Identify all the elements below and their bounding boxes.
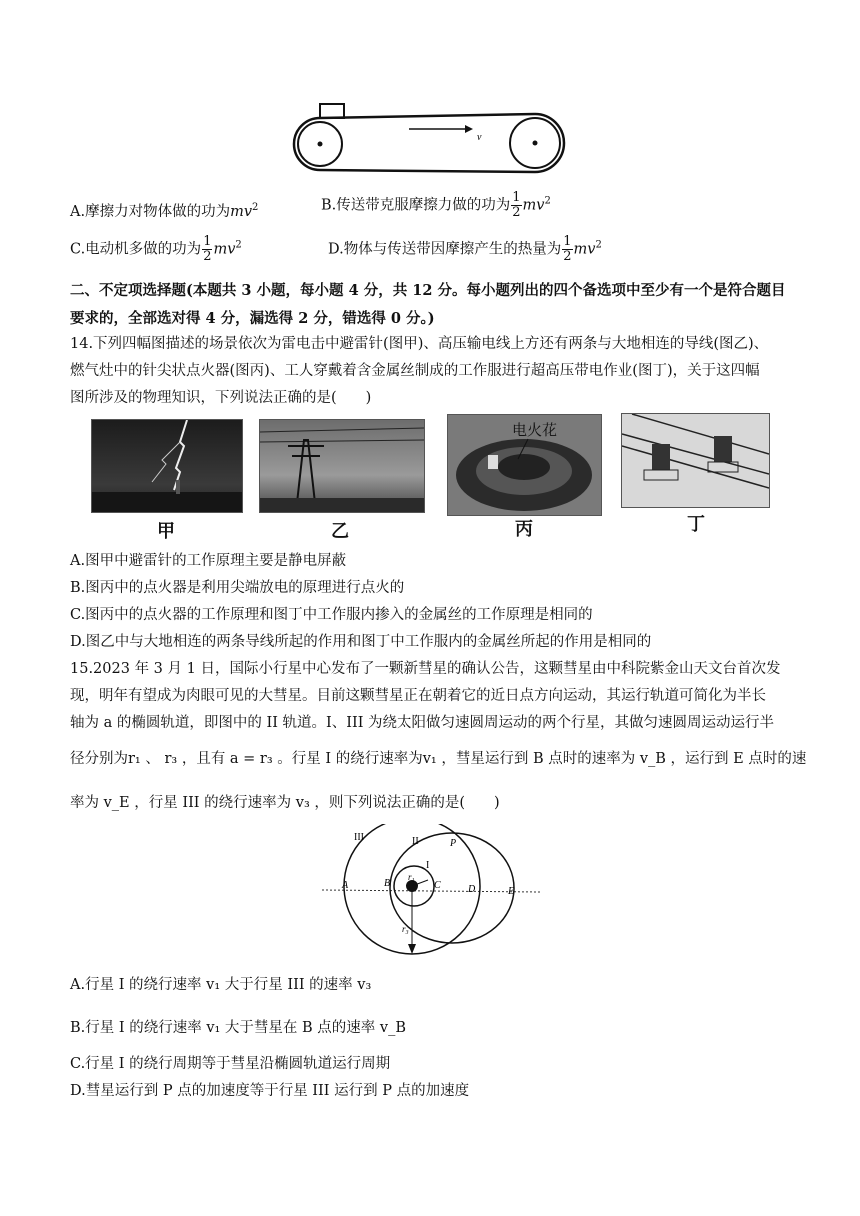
svg-text:C: C (434, 880, 441, 891)
svg-text:E: E (508, 886, 515, 897)
photo-power-lines (259, 419, 425, 513)
q14-option-b: B.图丙中的点火器是利用尖端放电的原理进行点火的 (70, 580, 405, 596)
photo-live-line-workers (621, 413, 770, 508)
q14-stem-line3: 图所涉及的物理知识，下列说法正确的是( ) (70, 390, 372, 406)
block-on-belt (320, 104, 344, 118)
svg-text:A: A (342, 880, 349, 891)
velocity-label: v (477, 132, 482, 143)
photo-lightning (91, 419, 243, 513)
q14-stem-line2: 燃气灶中的针尖状点火器(图丙)、工人穿戴着含金属丝制成的工作服进行超高压带电作业(图丁)，关于这四幅 (70, 363, 760, 379)
q15-stem-line3: 轴为 a 的椭圆轨道，即图中的 II 轨道。I、III 为绕太阳做匀速圆周运动的两个行星，其做匀速圆周运动运行半 (70, 715, 775, 731)
svg-text:D: D (468, 884, 476, 895)
svg-text:r₁: r₁ (408, 872, 415, 882)
belt-top (320, 114, 535, 118)
spark-label: 电火花 (512, 421, 558, 439)
q15-option-b: B.行星 I 的绕行速率 v₁ 大于彗星在 B 点的速率 v_B (70, 1020, 407, 1036)
belt-bottom (320, 170, 535, 172)
svg-text:III: III (354, 832, 364, 843)
q13-option-b: B.传送带克服摩擦力做的功为 $\frac{1}{2}$ $mv^2$ (321, 190, 551, 220)
q15-option-c: C.行星 I 的绕行周期等于彗星沿椭圆轨道运行周期 (70, 1056, 391, 1072)
q15-option-a: A.行星 I 的绕行速率 v₁ 大于行星 III 的速率 v₃ (70, 977, 372, 993)
q14-option-a: A.图甲中避雷针的工作原理主要是静电屏蔽 (70, 553, 347, 569)
orbit-diagram (322, 824, 540, 956)
q14-option-d: D.图乙中与大地相连的两条导线所起的作用和图丁中工作服内的金属丝所起的作用是相同的 (70, 634, 652, 650)
svg-text:I: I (426, 860, 430, 871)
q13-option-d: D.物体与传送带因摩擦产生的热量为 $\frac{1}{2}$ $mv^2$ (328, 234, 602, 264)
photo-gas-stove-igniter (447, 414, 602, 516)
caption-yi: 乙 (331, 521, 349, 542)
svg-text:B: B (384, 878, 391, 889)
conveyor-belt-figure (285, 98, 575, 178)
caption-ding: 丁 (687, 514, 705, 535)
caption-jia: 甲 (157, 521, 175, 542)
section2-heading-line2: 要求的，全部选对得 4 分，漏选得 2 分，错选得 0 分。) (70, 310, 435, 327)
q15-option-d: D.彗星运行到 P 点的加速度等于行星 III 运行到 P 点的加速度 (70, 1083, 470, 1099)
svg-text:r₃: r₃ (402, 924, 409, 934)
q14-option-c: C.图丙中的点火器的工作原理和图丁中工作服内掺入的金属丝的工作原理是相同的 (70, 607, 593, 623)
q13-option-a: A.摩擦力对物体做的功为$mv^2$ (70, 202, 259, 220)
q15-stem-line4: 径分别为r₁ 、 r₃ ，且有 a = r₃ 。行星 I 的绕行速率为v₁ ，彗星运行到 B 点时的速率为 v_B ，运行到 E 点时的速 (70, 751, 807, 767)
q15-stem-line1: 15.2023 年 3 月 1 日，国际小行星中心发布了一颗新彗星的确认公告，这颗彗星由中科院紫金山天文台首次发 (70, 661, 781, 677)
svg-text:II: II (412, 836, 419, 847)
q15-stem-line2: 现，明年有望成为肉眼可见的大彗星。目前这颗彗星正在朝着它的近日点方向运动，其运行轨道可简化为半长 (70, 688, 766, 704)
svg-text:P: P (450, 838, 457, 849)
q15-stem-line5: 率为 v_E ，行星 III 的绕行速率为 v₃ ，则下列说法正确的是( ) (70, 795, 500, 811)
caption-bing: 丙 (515, 519, 533, 540)
q13-option-c: C.电动机多做的功为 $\frac{1}{2}$ $mv^2$ (70, 234, 242, 264)
q14-stem-line1: 14.下列四幅图描述的场景依次为雷电击中避雷针(图甲)、高压输电线上方还有两条与大地相连的导线(图乙)、 (70, 336, 769, 352)
section2-heading-line1: 二、不定项选择题(本题共 3 小题，每小题 4 分，共 12 分。每小题列出的四个备选项中至少有一个是符合题目 (70, 282, 786, 299)
